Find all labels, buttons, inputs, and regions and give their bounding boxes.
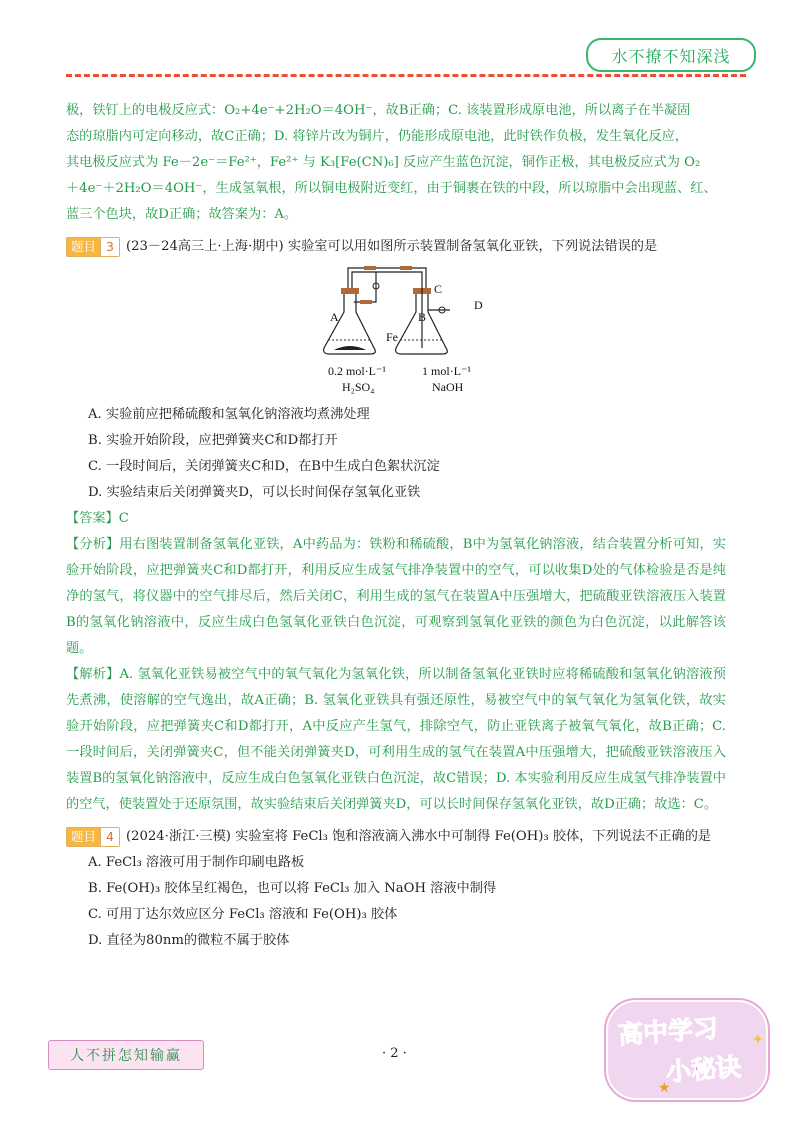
- header-divider: [66, 74, 746, 77]
- star-icon: ★: [658, 1080, 671, 1096]
- option-d: D. 实验结束后关闭弹簧夹D，可以长时间保存氢氧化亚铁: [88, 485, 421, 500]
- question-3-explanation: 【解析】A. 氢氧化亚铁易被空气中的氧气氧化为氢氧化铁，所以制备氢氧化亚铁时应将稀硫酸和氢氧化钠溶液预先煮沸，使溶解的空气逸出，故A正确；B. 氢氧化亚铁具有强还原性，易被空气中的氧气氧化为氢氧化铁，故实验开始阶段，应把弹簧夹C和D都打开，A中反应产生氢气，排除空气，防止亚铁离子被氧气氧化，故B正确；C. 一段时间后，关闭弹簧夹C，但不能关闭弹簧夹D，可利用生成的氢气在装置A中压强增大，把硫酸亚铁溶液压入装置B的氢氧化钠溶液中，反应生成白色氢氧化亚铁白色沉淀，故C错误；D. 本实验利用反应生成氢气排净装置中的空气，使装置处于还原氛围，故实验结束后关闭弹簧夹D，可以长时间保存氢氧化亚铁，故D正确；故选：C。: [66, 667, 726, 812]
- study-tips-stamp: [606, 1000, 764, 1096]
- question-3-options: [66, 402, 726, 506]
- question-number: 3: [100, 238, 119, 256]
- label-flask-b: B: [418, 310, 427, 324]
- right-reagent: NaOH: [432, 380, 464, 394]
- option-c: C. 一段时间后，关闭弹簧夹C和D，在B中生成白色絮状沉淀: [88, 459, 440, 474]
- option-c: C. 可用丁达尔效应区分 FeCl₃ 溶液和 Fe(OH)₃ 胶体: [88, 907, 398, 922]
- label-outlet-d: D: [474, 298, 483, 312]
- prev-line-4: ＋4e⁻＋2H₂O＝4OH⁻，生成氢氧根，所以铜电极附近变红，由于铜裹在铁的中段，所以琼脂中会出现蓝、红、: [66, 181, 717, 196]
- option-a: A. 实验前应把稀硫酸和氢氧化钠溶液均煮沸处理: [88, 407, 370, 422]
- question-tag-label: 题目: [71, 239, 97, 254]
- prev-line-1: 极，铁钉上的电极反应式：O₂+4e⁻+2H₂O＝4OH⁻，故B正确；C. 该装置形成原电池，所以离子在半凝固: [66, 103, 691, 118]
- option-a: A. FeCl₃ 溶液可用于制作印刷电路板: [88, 855, 305, 870]
- question-number: 4: [100, 828, 119, 846]
- question-tag: [66, 237, 120, 257]
- apparatus-figure: [66, 262, 726, 392]
- sparkle-icon: ✦: [752, 1032, 764, 1048]
- question-3-analysis: 【分析】用右图装置制备氢氧化亚铁，A中药品为：铁粉和稀硫酸，B中为氢氧化钠溶液，结合装置分析可知，实验开始阶段，应把弹簧夹C和D都打开，利用反应生成氢气排净装置中的空气，可以收集D处的气体检验是否是纯净的氢气，将仪器中的空气排尽后，然后关闭C，利用生成的氢气在装置A中压强增大，把硫酸亚铁溶液压入装置B的氢氧化钠溶液中，反应生成白色氢氧化亚铁白色沉淀，可观察到氢氧化亚铁的颜色为白色沉淀，以此解答该题。: [66, 537, 726, 656]
- left-concentration: 0.2 mol·L⁻¹: [328, 364, 386, 378]
- right-concentration: 1 mol·L⁻¹: [422, 364, 471, 378]
- option-b: B. 实验开始阶段，应把弹簧夹C和D都打开: [88, 433, 338, 448]
- previous-answer-explanation: [66, 98, 726, 228]
- label-flask-a: A: [330, 310, 339, 324]
- left-reagent: H₂SO₄: [342, 380, 375, 394]
- question-3-header: [66, 234, 726, 260]
- page-number: · 2 ·: [382, 1046, 407, 1061]
- prev-line-3: 其电极反应式为 Fe－2e⁻＝Fe²⁺，Fe²⁺ 与 K₃[Fe(CN)₆] 反应产生蓝色沉淀，铜作正极，其电极反应式为 O₂: [66, 155, 701, 170]
- option-b: B. Fe(OH)₃ 胶体呈红褐色，也可以将 FeCl₃ 加入 NaOH 溶液中制得: [88, 881, 497, 896]
- option-d: D. 直径为80nm的微粒不属于胶体: [88, 933, 290, 948]
- question-3-answer: 【答案】C: [66, 511, 129, 526]
- question-4-header: [66, 824, 726, 850]
- page-content: [66, 98, 726, 954]
- prev-line-5: 蓝三个色块，故D正确；故答案为：A。: [66, 207, 298, 222]
- header-slogan-badge: 水不撩不知深浅: [586, 38, 756, 72]
- question-4-stem: (2024·浙江·三模) 实验室将 FeCl₃ 饱和溶液滴入沸水中可制得 Fe(OH)₃ 胶体，下列说法不正确的是: [125, 829, 712, 844]
- question-tag-label: 题目: [71, 829, 97, 844]
- question-tag: [66, 827, 120, 847]
- question-3-stem: (23－24高三上·上海·期中) 实验室可以用如图所示装置制备氢氧化亚铁，下列说法错误的是: [125, 239, 658, 254]
- stamp-line-2: 小秘诀: [665, 1052, 743, 1087]
- prev-line-2: 态的琼脂内可定向移动，故C正确；D. 将锌片改为铜片，仍能形成原电池，此时铁作负极，发生氧化反应，: [66, 129, 689, 144]
- question-4-options: [66, 850, 726, 954]
- label-fe: Fe: [386, 330, 398, 344]
- stamp-line-1: 高中学习: [617, 1013, 720, 1050]
- footer-slogan-badge: 人不拼怎知输赢: [48, 1040, 204, 1070]
- label-clamp-c: C: [434, 282, 443, 296]
